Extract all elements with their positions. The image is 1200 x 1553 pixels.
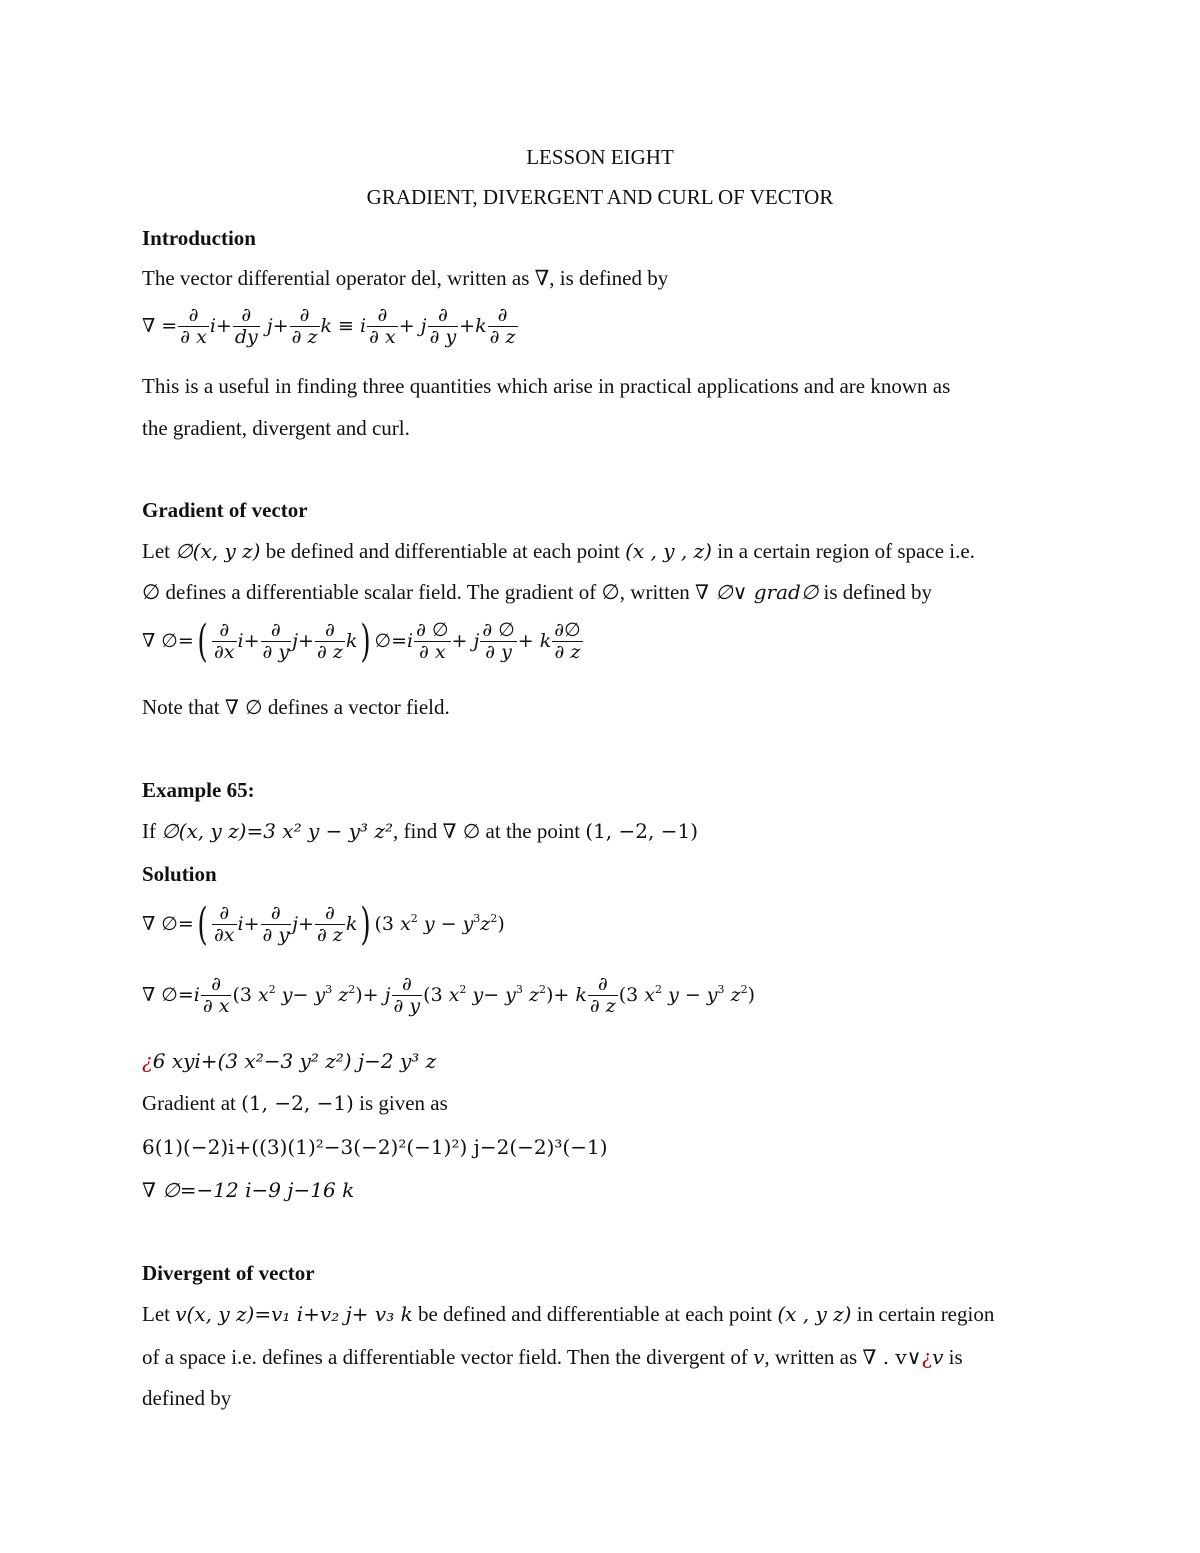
div-point: (x , y z) <box>777 1302 852 1326</box>
div-line2-c: is <box>943 1345 963 1369</box>
div-question-mark: ¿ <box>921 1345 933 1369</box>
div-line2-b: , written as <box>764 1345 863 1369</box>
div-v2: v <box>932 1345 944 1369</box>
question-point: (1, −2, −1) <box>585 819 699 843</box>
div-line2-a: of a space i.e. defines a differentiable vector field. Then the divergent of <box>142 1345 754 1369</box>
solution-result-line: ¿6 xyi+(3 x²−3 y² z²) j−2 y³ z <box>142 1049 437 1073</box>
question-function: ∅(x, y z)=3 x² y − y³ z² <box>161 819 393 843</box>
example-heading: Example 65: <box>142 778 255 802</box>
question-a: If <box>142 819 162 843</box>
gradient-line1-c: in a certain region of space i.e. <box>711 539 975 563</box>
given-text-a: Gradient at <box>142 1091 242 1115</box>
intro-paragraph-line2: the gradient, divergent and curl. <box>142 416 410 440</box>
gradient-line2-a: ∅ defines a differentiable scalar field. The gradient of ∅, written <box>142 580 696 604</box>
del-operator-equation: ∇ = $\frac{\partial}{\partial x}$ i+ $\frac{\partial}{dy}$ j+ $\frac{\partial}{\partial z}$ k ≡ i $\frac{\partial}{\partial x}$ + j $\frac{\partial}{\partial y}$ +k $\frac{\partial}{\partial z}$ <box>142 304 516 348</box>
substitution-line: 6(1)(−2)i+((3)(1)²−3(−2)²(−1)²) j−2(−2)³(−1) <box>142 1135 608 1159</box>
gradient-equation: ∇ ∅=( $\frac{\partial}{\partial x}$ i+ $\frac{\partial}{\partial y}$ j+ $\frac{\partial}{\partial z}$ k) ∅=i $\frac{\partial \emptyset}{\partial x}$ + j $\frac{\partial \emptyset}{\partial y}$ + k $\frac{\partial\emptyset}{\partial z}$ <box>142 616 581 667</box>
solution-heading: Solution <box>142 862 217 886</box>
divergent-line1 <box>142 1304 994 1325</box>
given-text-b: is given as <box>353 1091 448 1115</box>
given-point: (1, −2, −1) <box>241 1091 354 1115</box>
div-line1-c: in certain region <box>851 1302 995 1326</box>
divergent-line3: defined by <box>142 1386 232 1410</box>
gradient-at-point-line <box>142 1093 448 1114</box>
question-b: , find <box>392 819 443 843</box>
intro-line: The vector differential operator del, written as ∇, is defined by <box>142 266 669 290</box>
solution-step1-equation: ∇ ∅=( $\frac{\partial}{\partial x}$ i+ $\frac{\partial}{\partial y}$ j+ $\frac{\partial}{\partial z}$ k) (3 $x^2$ $y - y^3z^2$) <box>142 899 505 950</box>
introduction-heading: Introduction <box>142 226 256 250</box>
gradient-line2 <box>142 582 932 603</box>
intro-paragraph-line1: This is a useful in finding three quantities which arise in practical applications and are known as <box>142 374 951 398</box>
div-v: v <box>753 1345 765 1369</box>
solution-step2-equation: ∇ ∅=i $\frac{\partial}{\partial x}$ (3 $x^2$ $y- y^3$ $z^2)+ j$ $\frac{\partial}{\partial y}$ (3 $x^2$ $y- y^3$ $z^2)+ k$ $\frac{\partial}{\partial z}$ (3 $x^2$ $y - y^3$ $z^2$) <box>142 973 756 1017</box>
grad-notation: ∇ ∅∨ grad∅ <box>695 580 819 604</box>
gradient-line2-b: is defined by <box>818 580 933 604</box>
lesson-subtitle: GRADIENT, DIVERGENT AND CURL OF VECTOR <box>366 185 834 209</box>
gradient-heading: Gradient of vector <box>142 498 308 522</box>
lesson-title: LESSON EIGHT <box>526 145 674 169</box>
vector-field-v: v(x, y z)=v₁ i+v₂ j+ v₃ k <box>175 1302 413 1326</box>
gradient-line1 <box>142 541 975 562</box>
div-line1-a: Let <box>142 1302 176 1326</box>
question-c: at the point <box>480 819 586 843</box>
point-xyz: (x , y , z) <box>625 539 712 563</box>
divergent-line2 <box>142 1347 963 1368</box>
gradient-line1-b: be defined and differentiable at each point <box>260 539 626 563</box>
question-grad: ∇ ∅ <box>442 819 481 843</box>
div-line1-b: be defined and differentiable at each point <box>412 1302 778 1326</box>
note-a: Note that <box>142 695 225 719</box>
note-grad: ∇ ∅ <box>224 695 263 719</box>
final-gradient-line: ∇ ∅=−12 i−9 j−16 k <box>142 1178 355 1202</box>
gradient-note <box>142 697 450 718</box>
div-notation: ∇ . v∨ <box>862 1345 922 1369</box>
note-b: defines a vector field. <box>262 695 450 719</box>
scalar-field-phi: ∅(x, y z) <box>175 539 261 563</box>
result-question-mark: ¿ <box>142 1049 153 1073</box>
divergent-heading: Divergent of vector <box>142 1261 315 1285</box>
gradient-line1-a: Let <box>142 539 176 563</box>
example-question <box>142 821 698 842</box>
